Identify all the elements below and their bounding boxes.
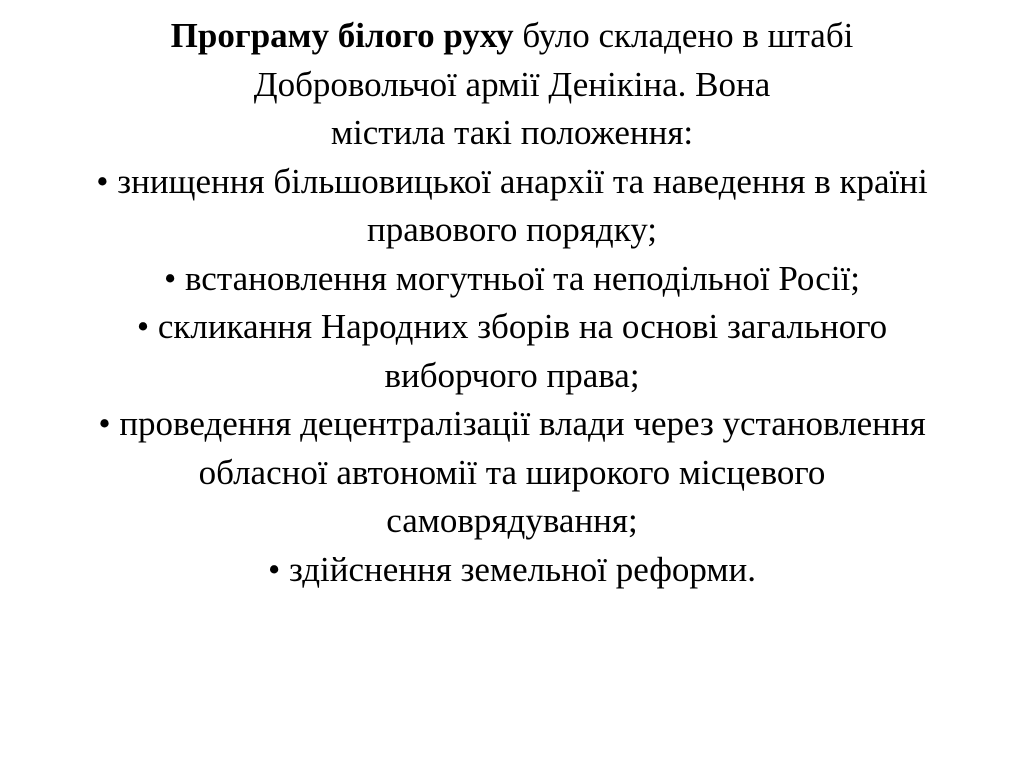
item-4-line-3: самоврядування; — [386, 501, 638, 540]
item-4-line-2: обласної автономії та широкого місцевого — [198, 452, 826, 492]
item-2-line-1: • встановлення могутньої та неподільної Росії; — [163, 258, 861, 298]
intro-line-3: містила такі положення: — [330, 113, 694, 152]
item-4-line-1: • проведення децентралізації влади через установлення — [98, 404, 926, 443]
intro-line-2: Добровольчої армії Денікіна. Вона — [253, 64, 771, 104]
item-3-line-2: виборчого права; — [384, 355, 640, 395]
item-1-line-2: правового порядку; — [367, 210, 657, 249]
intro-line-1 — [0, 12, 1024, 61]
item-1-line-1: • знищення більшовицької анархії та наведення в країні — [96, 161, 928, 201]
item-5-line-1: • здійснення земельної реформи. — [268, 549, 756, 589]
intro-line-1-rest: було складено в штабі — [513, 16, 854, 55]
slide-text — [0, 12, 1024, 594]
item-3-line-1: • скликання Народних зборів на основі загального — [136, 307, 888, 346]
intro-bold-lead: Програму білого руху — [170, 16, 514, 55]
